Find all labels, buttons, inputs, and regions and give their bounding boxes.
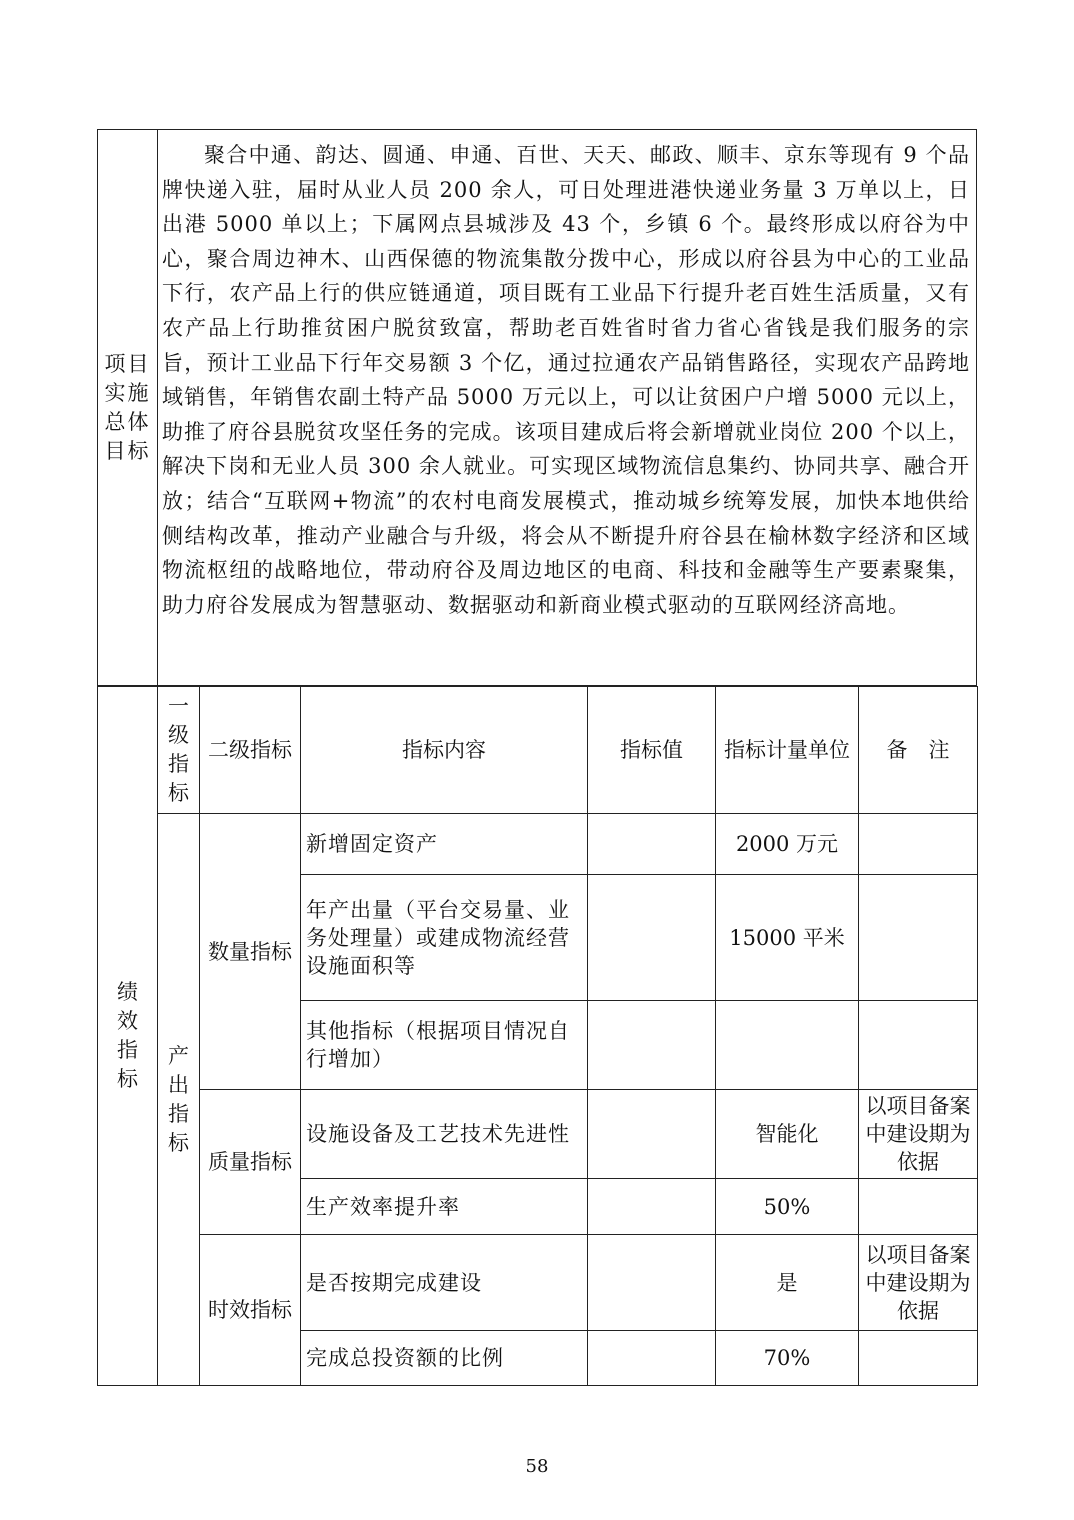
- header-row: [98, 687, 978, 814]
- row-value: [588, 1235, 716, 1331]
- row-note: [859, 875, 978, 1001]
- row-unit: 50%: [716, 1179, 859, 1235]
- row-value: [588, 1331, 716, 1386]
- row-content: 是否按期完成建设: [301, 1235, 588, 1331]
- perf-section-label-cell: [98, 687, 158, 1386]
- table-row: [98, 1090, 978, 1179]
- header-note: 备 注: [859, 687, 978, 814]
- row-unit: 2000 万元: [716, 814, 859, 875]
- level1-output-cell: [158, 814, 200, 1386]
- goal-label: 项目实施总体目标: [104, 351, 151, 463]
- row-note: [859, 1331, 978, 1386]
- level1-output-label: 产出指标: [168, 1043, 189, 1155]
- row-content: 年产出量（平台交易量、业务处理量）或建成物流经营设施面积等: [301, 875, 588, 1001]
- performance-table: [97, 686, 978, 1386]
- group-quantity: 数量指标: [200, 814, 301, 1090]
- row-note: [859, 1179, 978, 1235]
- row-note: 以项目备案中建设期为依据: [859, 1235, 978, 1331]
- row-unit: 智能化: [716, 1090, 859, 1179]
- row-content: 新增固定资产: [301, 814, 588, 875]
- form-frame: [97, 129, 977, 1385]
- row-content: 其他指标（根据项目情况自行增加）: [301, 1001, 588, 1090]
- table-row: [98, 1235, 978, 1331]
- header-unit: 指标计量单位: [716, 687, 859, 814]
- row-value: [588, 1001, 716, 1090]
- row-value: [588, 1179, 716, 1235]
- row-note: 以项目备案中建设期为依据: [859, 1090, 978, 1179]
- goal-label-cell: [98, 130, 158, 685]
- page-number: 58: [525, 1456, 549, 1477]
- table-row: [98, 814, 978, 875]
- row-unit: 是: [716, 1235, 859, 1331]
- header-level2: 二级指标: [200, 687, 301, 814]
- row-note: [859, 1001, 978, 1090]
- row-unit: [716, 1001, 859, 1090]
- row-content: 完成总投资额的比例: [301, 1331, 588, 1386]
- row-value: [588, 814, 716, 875]
- header-level1: 一级指标: [158, 687, 200, 814]
- row-content: 设施设备及工艺技术先进性: [301, 1090, 588, 1179]
- row-content: 生产效率提升率: [301, 1179, 588, 1235]
- group-timeliness: 时效指标: [200, 1235, 301, 1386]
- row-value: [588, 875, 716, 1001]
- row-note: [859, 814, 978, 875]
- row-value: [588, 1090, 716, 1179]
- header-value: 指标值: [588, 687, 716, 814]
- perf-section-label: 绩效指标: [117, 980, 138, 1091]
- goal-section: [97, 129, 977, 686]
- row-unit: 70%: [716, 1331, 859, 1386]
- header-content: 指标内容: [301, 687, 588, 814]
- goal-text: 聚合中通、韵达、圆通、申通、百世、天天、邮政、顺丰、京东等现有 9 个品牌快递入驻，届时从业人员 200 余人，可日处理进港快递业务量 3 万单以上，日出港 5000 单以上；下属网点县城涉及 43 个，乡镇 6 个。最终形成以府谷为中心，聚合周边神木、山西保德的物流集散分拨中心，形成以府谷县为中心的工业品下行，农产品上行的供应链通道，项目既有工业品下行提升老百姓生活质量，又有农产品上行助推贫困户脱贫致富，帮助老百姓省时省力省心省钱是我们服务的宗旨，预计工业品下行年交易额 3 个亿，通过拉通农产品销售路径，实现农产品跨地域销售，年销售农副土特产品 5000 万元以上，可以让贫困户户增 5000 元以上，助推了府谷县脱贫攻坚任务的完成。该项目建成后将会新增就业岗位 200 个以上，解决下岗和无业人员 300 余人就业。可实现区域物流信息集约、协同共享、融合开放；结合“互联网+物流”的农村电商发展模式，推动城乡统筹发展，加快本地供给侧结构改革，推动产业融合与升级，将会从不断提升府谷县在榆林数字经济和区域物流枢纽的战略地位，带动府谷及周边地区的电商、科技和金融等生产要素聚集，助力府谷发展成为智慧驱动、数据驱动和新商业模式驱动的互联网经济高地。: [162, 143, 970, 617]
- row-unit: 15000 平米: [716, 875, 859, 1001]
- group-quality: 质量指标: [200, 1090, 301, 1235]
